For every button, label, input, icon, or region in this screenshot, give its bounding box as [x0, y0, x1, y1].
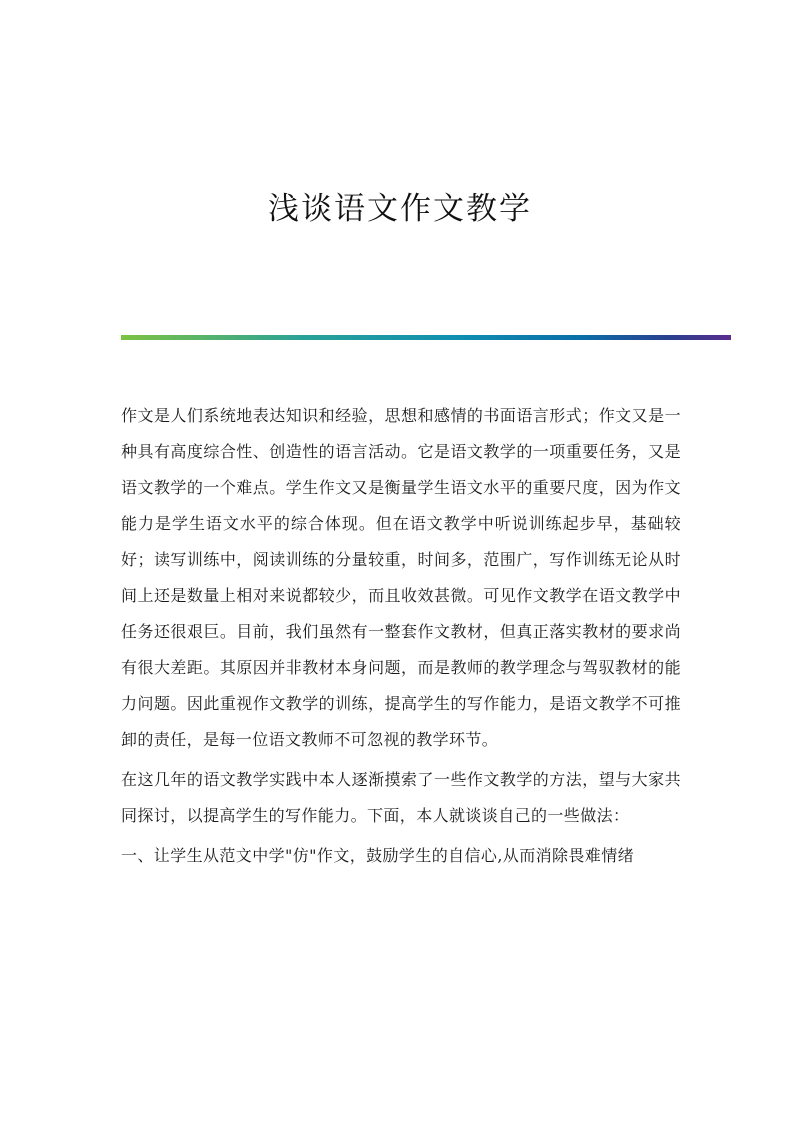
document-title: 浅谈语文作文教学	[268, 191, 532, 227]
title-divider	[121, 335, 731, 340]
paragraph-practice: 在这几年的语文教学实践中本人逐渐摸索了一些作文教学的方法，望与大家共同探讨，以提高学生的写作能力。下面，本人就谈谈自己的一些做法：	[121, 770, 681, 825]
document-body	[121, 398, 681, 874]
paragraph-intro: 作文是人们系统地表达知识和经验，思想和感情的书面语言形式；作文又是一种具有高度综合性、创造性的语言活动。它是语文教学的一项重要任务，又是语文教学的一个难点。学生作文又是衡量学生语文水平的重要尺度，因为作文能力是学生语文水平的综合体现。但在语文教学中听说训练起步早，基础较好；读写训练中，阅读训练的分量较重，时间多，范围广，写作训练无论从时间上还是数量上相对来说都较少，而且收效甚微。可见作文教学在语文教学中任务还很艰巨。目前，我们虽然有一整套作文教材，但真正落实教材的要求尚有很大差距。其原因并非教材本身问题，而是教师的教学理念与驾驭教材的能力问题。因此重视作文教学的训练，提高学生的写作能力，是语文教学不可推卸的责任，是每一位语文教师不可忽视的教学环节。	[121, 406, 681, 749]
section-heading-1: 一、让学生从范文中学"仿"作文，鼓励学生的自信心,从而消除畏难情绪	[121, 846, 635, 865]
